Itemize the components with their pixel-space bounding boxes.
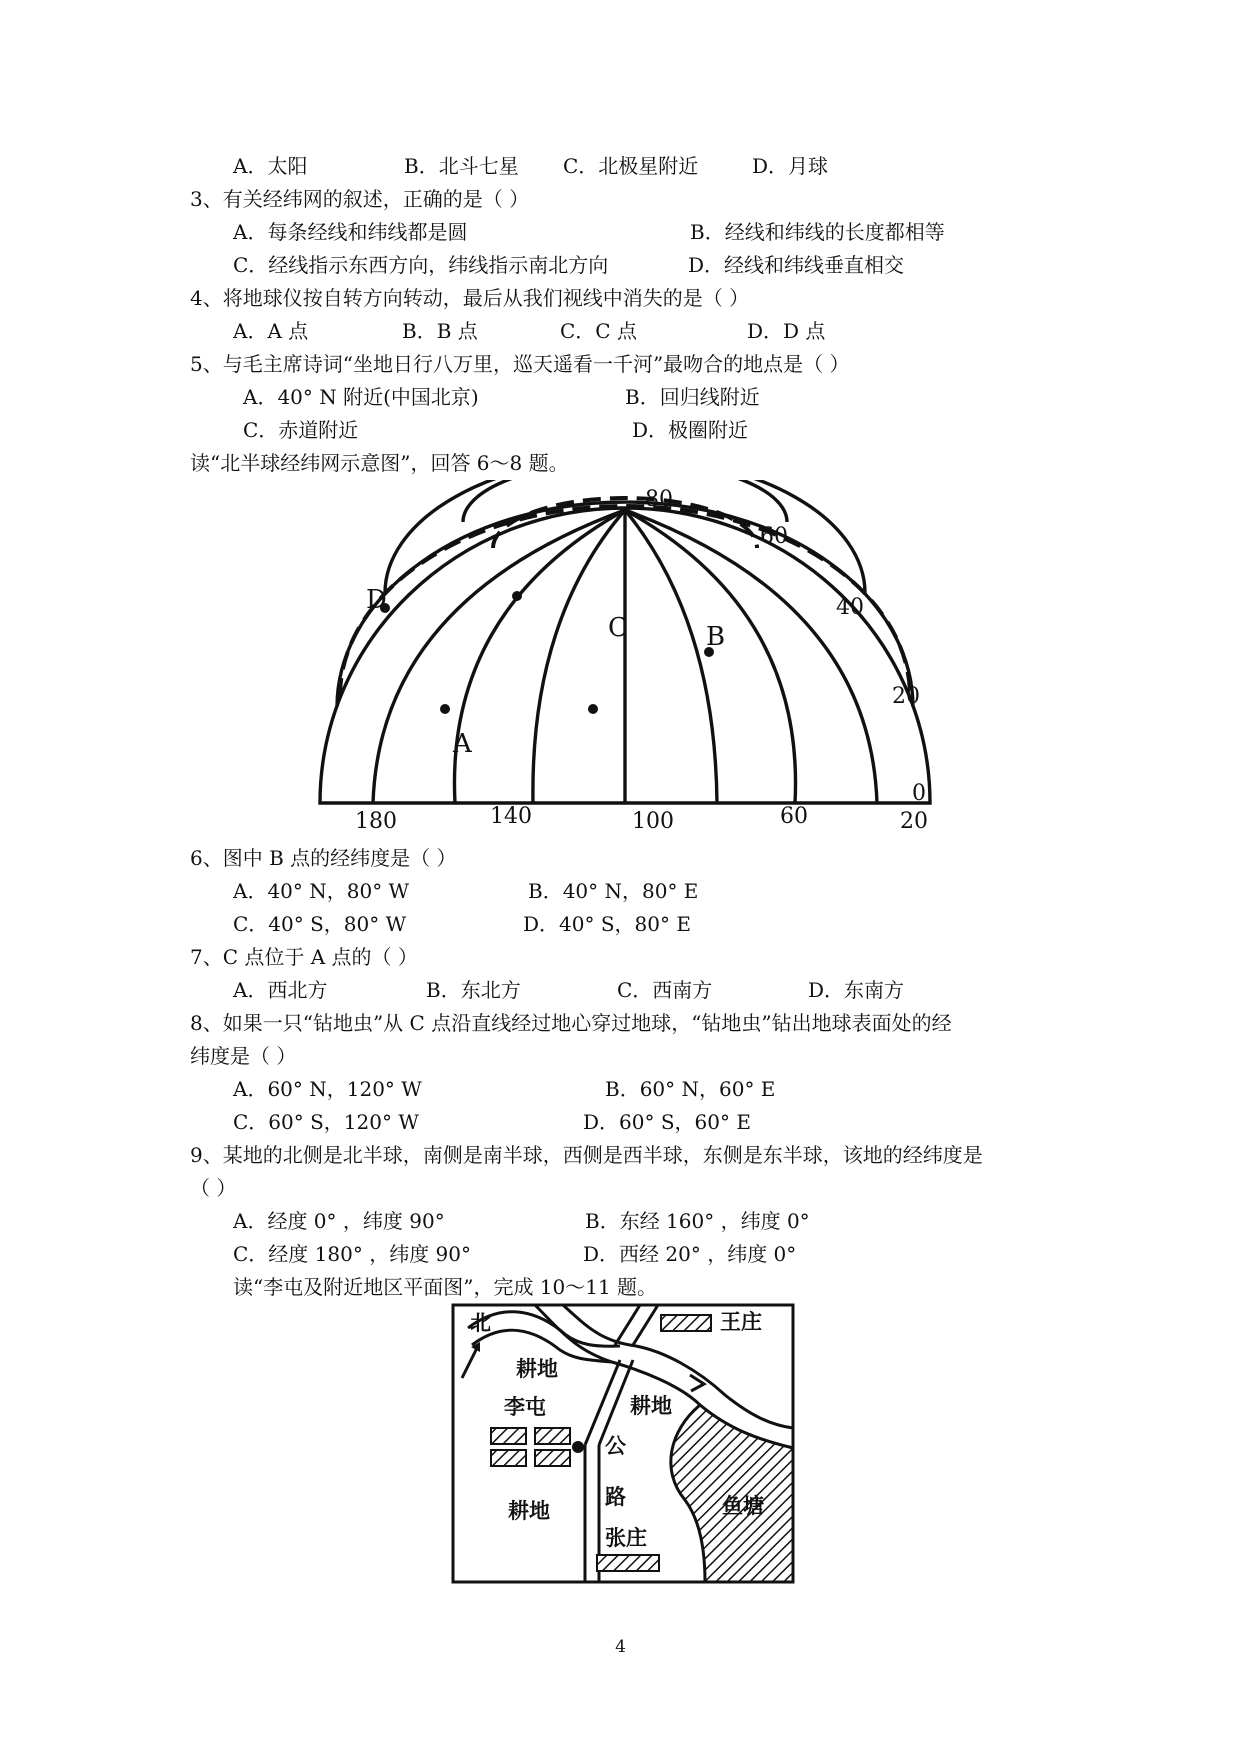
page-number: 4: [615, 1637, 626, 1657]
q6-option-c: C．40° S，80° W: [233, 912, 407, 936]
farmland-label-sw: 耕地: [508, 1498, 550, 1523]
q5-option-a: A．40° N 附近(中国北京): [243, 385, 479, 409]
lat-label-40: 40: [836, 595, 864, 620]
q7-option-d: D．东南方: [808, 978, 905, 1002]
point-label-c: C: [608, 613, 628, 643]
q7-option-c: C．西南方: [617, 978, 713, 1002]
q4-option-c: C．C 点: [560, 319, 637, 343]
q5-option-c: C．赤道附近: [243, 418, 359, 442]
q9-option-c: C．经度 180° ，纬度 90°: [233, 1242, 471, 1266]
q4-option-a: A．A 点: [233, 319, 309, 343]
q9-option-d: D．西经 20° ，纬度 0°: [583, 1242, 797, 1266]
lat-label-60: 60: [760, 524, 788, 549]
q8-option-d: D．60° S，60° E: [583, 1110, 751, 1134]
figure2-map: [440, 1300, 810, 1600]
point-label-d: D: [366, 585, 387, 615]
lon-label-100: 100: [632, 809, 674, 834]
lon-label-180: 180: [355, 809, 397, 834]
farmland-label-ne: 耕地: [630, 1393, 672, 1418]
q5-option-d: D．极圈附近: [632, 418, 749, 442]
lon-label-140: 140: [490, 804, 532, 829]
q3-option-c: C．经线指示东西方向，纬线指示南北方向: [233, 253, 609, 277]
q5-option-b: B．回归线附近: [625, 385, 760, 409]
lon-label-20: 20: [900, 809, 928, 834]
q2-option-b: B．北斗七星: [404, 154, 519, 178]
q3-option-a: A．每条经线和纬线都是圆: [233, 220, 468, 244]
q9-option-a: A．经度 0° ，纬度 90°: [233, 1209, 445, 1233]
point-label-a: A: [453, 729, 472, 759]
q6-option-b: B．40° N，80° E: [528, 879, 699, 903]
farmland-label-nw: 耕地: [516, 1356, 558, 1381]
q2-option-d: D．月球: [752, 154, 829, 178]
q4-option-b: B．B 点: [402, 319, 478, 343]
q9-option-b: B．东经 160° ，纬度 0°: [585, 1209, 810, 1233]
q8-option-a: A．60° N，120° W: [233, 1077, 422, 1101]
fishpond-label: 鱼塘: [722, 1493, 764, 1518]
road-char-2: 路: [605, 1484, 626, 1509]
lat-label-80: 80: [645, 487, 673, 512]
lon-label-60: 60: [780, 804, 808, 829]
q8-option-c: C．60° S，120° W: [233, 1110, 419, 1134]
q2-option-a: A．太阳: [233, 154, 308, 178]
q6-option-d: D．40° S，80° E: [523, 912, 691, 936]
zhangzhuang-label: 张庄: [605, 1525, 647, 1550]
figure1-graticule: [300, 480, 950, 835]
road-char-1: 公: [605, 1433, 626, 1458]
lat-label-0: 0: [912, 781, 926, 806]
point-label-b: B: [706, 622, 726, 652]
q3-option-d: D．经线和纬线垂直相交: [688, 253, 905, 277]
lat-label-20: 20: [892, 684, 920, 709]
litun-label: 李屯: [504, 1394, 546, 1419]
q7-option-a: A．西北方: [233, 978, 328, 1002]
q6-option-a: A．40° N，80° W: [233, 879, 410, 903]
north-label: 北: [470, 1310, 491, 1335]
q8-option-b: B．60° N，60° E: [605, 1077, 776, 1101]
wangzhuang-label: 王庄: [720, 1309, 762, 1334]
q3-option-b: B．经线和纬线的长度都相等: [690, 220, 945, 244]
q4-option-d: D．D 点: [747, 319, 826, 343]
q7-option-b: B．东北方: [426, 978, 521, 1002]
q2-option-c: C．北极星附近: [563, 154, 699, 178]
